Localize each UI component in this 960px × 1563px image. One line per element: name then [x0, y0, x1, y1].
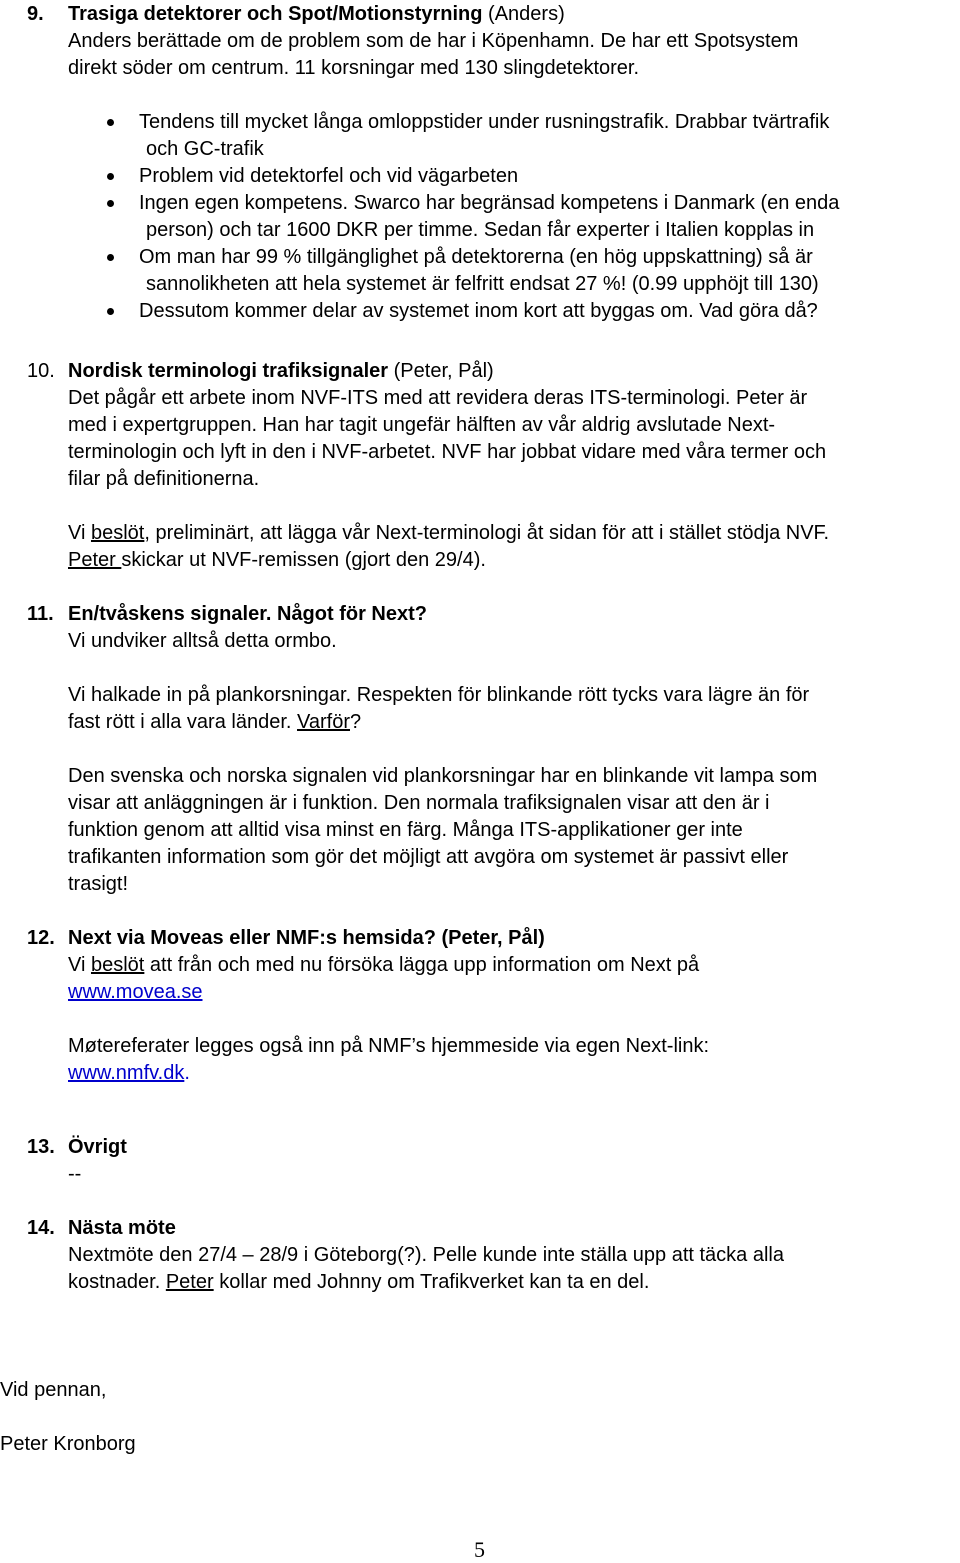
nmfv-link[interactable]: www.nmfv.dk — [68, 1062, 185, 1084]
section-title: Övrigt — [68, 1136, 127, 1158]
paragraph-line: Det pågår ett arbete inom NVF-ITS med att revidera deras ITS-terminologi. Peter är — [68, 387, 808, 409]
decision-line — [68, 952, 699, 979]
section-number: 9. — [27, 3, 44, 25]
paragraph-line: trafikanten information som gör det möjligt att avgöra om systemet är passivt eller — [68, 846, 789, 868]
text-run: Vi — [68, 954, 91, 976]
paragraph-line: Anders berättade om de problem som de har i Köpenhamn. De har ett Spotsystem — [68, 30, 799, 52]
section-number: 13. — [27, 1136, 55, 1158]
section-title: Trasiga detektorer och Spot/Motionstyrning — [68, 3, 483, 25]
section-number: 10. — [27, 360, 55, 382]
page-number: 5 — [474, 1537, 485, 1562]
paragraph-line: terminologin och lyft in den i NVF-arbetet. NVF har jobbat vidare med våra termer och — [68, 441, 827, 463]
link-line — [68, 1060, 190, 1087]
paragraph-line — [68, 1269, 649, 1296]
bullet-item-continuation: person) och tar 1600 DKR per timme. Sedan får experter i Italien kopplas in — [146, 219, 815, 241]
decision-keyword: beslöt — [90, 954, 145, 976]
paragraph-line: Den svenska och norska signalen vid plankorsningar har en blinkande vit lampa som — [68, 765, 818, 787]
text-run: kostnader. — [68, 1271, 166, 1293]
bullet-icon — [107, 119, 114, 126]
bullet-item: Problem vid detektorfel och vid vägarbeten — [139, 165, 519, 187]
section-owner: (Peter, Pål) — [388, 360, 494, 382]
paragraph-line: funktion genom att alltid visa minst en färg. Många ITS-applikationer ger inte — [68, 819, 743, 841]
link-line — [68, 979, 203, 1006]
section-title: Next via Moveas eller NMF:s hemsida? (Peter, Pål) — [68, 927, 545, 949]
action-line — [68, 547, 486, 574]
paragraph-line: -- — [68, 1163, 82, 1185]
section-heading — [68, 358, 494, 385]
paragraph-line: filar på definitionerna. — [68, 468, 260, 490]
bullet-item-continuation: sannolikheten att hela systemet är felfritt endsat 27 %! (0.99 upphöjt till 130) — [146, 273, 819, 295]
section-title: En/tvåskens signaler. Något för Next? — [68, 603, 427, 625]
bullet-item: Ingen egen kompetens. Swarco har begränsad kompetens i Danmark (en enda — [139, 192, 840, 214]
question-keyword: Varför — [297, 711, 350, 733]
paragraph-line: Vi halkade in på plankorsningar. Respekten för blinkande rött tycks vara lägre än för — [68, 684, 810, 706]
bullet-item-continuation: och GC-trafik — [146, 138, 264, 160]
paragraph-line: trasigt! — [68, 873, 129, 895]
responsible-person: Peter — [165, 1271, 214, 1293]
bullet-icon — [107, 254, 114, 261]
bullet-item: Dessutom kommer delar av systemet inom kort att byggas om. Vad göra då? — [139, 300, 818, 322]
movea-link[interactable]: www.movea.se — [68, 981, 203, 1003]
section-title: Nordisk terminologi trafiksignaler — [68, 360, 389, 382]
paragraph-line: Vi undviker alltså detta ormbo. — [68, 630, 337, 652]
text-run: . — [184, 1062, 190, 1084]
paragraph-line — [68, 709, 361, 736]
section-number: 12. — [27, 927, 55, 949]
author-name: Peter Kronborg — [0, 1433, 136, 1455]
paragraph-line: visar att anläggningen är i funktion. Den normala trafiksignalen visar att den är i — [68, 792, 770, 814]
decision-keyword: beslöt — [90, 522, 145, 544]
section-number: 11. — [27, 603, 54, 625]
paragraph-line: direkt söder om centrum. 11 korsningar med 130 slingdetektorer. — [68, 57, 640, 79]
bullet-item: Tendens till mycket långa omloppstider under rusningstrafik. Drabbar tvärtrafik — [139, 111, 830, 133]
text-run: Vi — [68, 522, 91, 544]
bullet-icon — [107, 173, 114, 180]
responsible-person: Peter — [68, 549, 122, 571]
paragraph-line: med i expertgruppen. Han har tagit ungefär hälften av vår aldrig avslutade Next- — [68, 414, 776, 436]
decision-line — [68, 520, 829, 547]
text-run: , preliminärt, att lägga vår Next-terminologi åt sidan för att i stället stödja NVF. — [144, 522, 830, 544]
text-run: fast rött i alla vara länder. — [68, 711, 298, 733]
paragraph-line: Nextmöte den 27/4 – 28/9 i Göteborg(?). Pelle kunde inte ställa upp att täcka alla — [68, 1244, 784, 1266]
text-run: skickar ut NVF-remissen (gjort den 29/4). — [121, 549, 486, 571]
paragraph-line: Møtereferater legges også inn på NMF’s hjemmeside via egen Next-link: — [68, 1035, 710, 1057]
text-run: att från och med nu försöka lägga upp information om Next på — [144, 954, 700, 976]
section-owner: (Anders) — [482, 3, 565, 25]
bullet-icon — [107, 200, 114, 207]
section-number: 14. — [27, 1217, 55, 1239]
section-heading — [68, 1, 565, 28]
text-run: kollar med Johnny om Trafikverket kan ta en del. — [213, 1271, 650, 1293]
section-title: Nästa möte — [68, 1217, 176, 1239]
text-run: ? — [350, 711, 362, 733]
bullet-item: Om man har 99 % tillgänglighet på detektorerna (en hög uppskattning) så är — [139, 246, 813, 268]
bullet-icon — [107, 308, 114, 315]
closing-greeting: Vid pennan, — [0, 1379, 107, 1401]
